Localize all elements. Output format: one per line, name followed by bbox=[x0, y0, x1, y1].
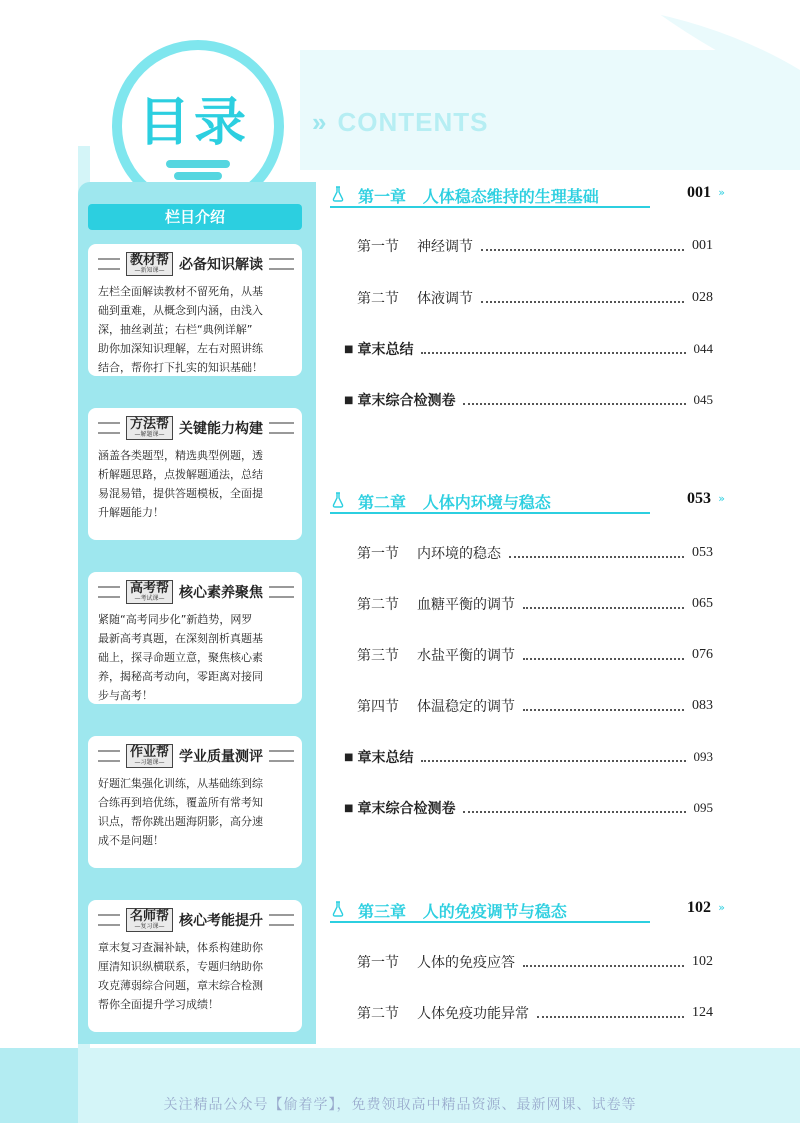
divider-lines bbox=[98, 914, 120, 926]
dot-leader bbox=[523, 650, 684, 660]
dot-leader bbox=[523, 957, 684, 967]
card-description: 章末复习查漏补缺，体系构建助你 厘清知识纵横联系，专题归纳助你 攻克薄弱综合问题，章末综合检测 帮你全面提升学习成绩！ bbox=[98, 941, 263, 1011]
toc-section-entry[interactable]: 第三节 水盐平衡的调节 076 bbox=[357, 647, 713, 664]
chapter-underline bbox=[330, 512, 650, 514]
card-header bbox=[98, 742, 294, 770]
chapter-page-number: 053 bbox=[687, 490, 711, 507]
toc-section-entry[interactable]: 第四节 体温稳定的调节 083 bbox=[357, 698, 713, 715]
footer-note: 关注精品公众号【偷着学】，免费领取高中精品资源、最新网课、试卷等 bbox=[163, 1097, 637, 1113]
toc-section-entry[interactable]: 第一节 人体的免疫应答 102 bbox=[357, 954, 713, 971]
card-description: 左栏全面解读教材不留死角，从基 础到重难，从概念到内涵，由浅入 深，抽丝剥茧；右栏“典例详解” 助你加深知识理解，左右对照讲练 结合，帮你打下扎实的知识基础！ bbox=[98, 285, 263, 374]
double-chevron-icon: » bbox=[718, 186, 725, 199]
flask-icon bbox=[332, 492, 344, 508]
divider-lines bbox=[98, 422, 120, 434]
double-chevron-icon: » bbox=[312, 107, 328, 137]
divider-lines bbox=[98, 586, 120, 598]
lightbulb-base bbox=[166, 160, 230, 168]
chapter-page-number: 001 bbox=[687, 184, 711, 201]
chapter-underline bbox=[330, 921, 650, 923]
card-title: 学业质量测评 bbox=[179, 749, 264, 765]
toc-summary-entry[interactable]: ■ 章末总结 044 bbox=[344, 341, 713, 358]
double-chevron-icon: » bbox=[718, 901, 725, 914]
column-tag: 作业帮 —习题课— bbox=[126, 744, 173, 768]
column-tag: 名师帮 —复习课— bbox=[126, 908, 173, 932]
square-bullet-icon: ■ bbox=[344, 343, 354, 355]
card-header bbox=[98, 414, 294, 442]
column-tag: 方法帮 —解题课— bbox=[126, 416, 173, 440]
square-bullet-icon: ■ bbox=[344, 802, 354, 814]
chapter-heading[interactable] bbox=[330, 490, 725, 514]
column-card bbox=[88, 408, 302, 540]
dot-leader bbox=[481, 293, 684, 303]
flask-icon bbox=[332, 901, 344, 917]
divider-lines bbox=[269, 914, 294, 926]
card-title: 核心考能提升 bbox=[179, 913, 264, 929]
card-title: 核心素养聚焦 bbox=[179, 585, 264, 601]
dot-leader bbox=[537, 1008, 684, 1018]
chapter-heading[interactable] bbox=[330, 899, 725, 923]
chapter-title: 第一章 人体稳态维持的生理基础 bbox=[358, 187, 599, 206]
toc-summary-entry[interactable]: ■ 章末总结 093 bbox=[344, 749, 713, 766]
dot-leader bbox=[523, 701, 684, 711]
dot-leader bbox=[509, 548, 684, 558]
dot-leader bbox=[421, 344, 685, 354]
card-title: 关键能力构建 bbox=[179, 421, 264, 437]
column-card bbox=[88, 900, 302, 1032]
flask-icon bbox=[332, 186, 344, 202]
toc-summary-entry[interactable]: ■ 章末综合检测卷 095 bbox=[344, 800, 713, 817]
toc-section-entry[interactable]: 第二节 人体免疫功能异常 124 bbox=[357, 1005, 713, 1022]
card-header bbox=[98, 578, 294, 606]
card-description: 涵盖各类题型，精选典型例题，透 析解题思路，点拨解题通法，总结 易混易错，提供答题模板，全面提 升解题能力！ bbox=[98, 449, 263, 519]
square-bullet-icon: ■ bbox=[344, 394, 354, 406]
chapter-page-number: 102 bbox=[687, 899, 711, 916]
page-title: 目录 bbox=[138, 93, 251, 153]
card-header bbox=[98, 906, 294, 934]
chapter-underline bbox=[330, 206, 650, 208]
divider-lines bbox=[269, 586, 294, 598]
column-card bbox=[88, 244, 302, 376]
square-bullet-icon: ■ bbox=[344, 751, 354, 763]
divider-lines bbox=[98, 258, 120, 270]
card-title: 必备知识解读 bbox=[179, 257, 264, 273]
lightbulb-base bbox=[174, 172, 222, 180]
card-header bbox=[98, 250, 294, 278]
toc-section-entry[interactable]: 第二节 血糖平衡的调节 065 bbox=[357, 596, 713, 613]
dot-leader bbox=[463, 803, 685, 813]
dot-leader bbox=[523, 599, 684, 609]
column-tag: 教材帮 —新知课— bbox=[126, 252, 173, 276]
contents-heading: » CONTENTS bbox=[312, 107, 489, 137]
toc-section-entry[interactable]: 第一节 内环境的稳态 053 bbox=[357, 545, 713, 562]
double-chevron-icon: » bbox=[718, 492, 725, 505]
dot-leader bbox=[421, 752, 685, 762]
chapter-title: 第三章 人的免疫调节与稳态 bbox=[358, 902, 567, 921]
chapter-title: 第二章 人体内环境与稳态 bbox=[358, 493, 551, 512]
column-card bbox=[88, 572, 302, 704]
divider-lines bbox=[269, 258, 294, 270]
column-card bbox=[88, 736, 302, 868]
divider-lines bbox=[98, 750, 120, 762]
card-description: 紧随“高考同步化”新趋势，网罗 最新高考真题，在深刻剖析真题基 础上，探寻命题立意，聚焦核心素 养，揭秘高考动向，零距离对接同 步与高考！ bbox=[98, 613, 263, 702]
card-description: 好题汇集强化训练，从基础练到综 合练再到培优练，覆盖所有常考知 识点，帮你跳出题海阴影，高分速 成不是问题！ bbox=[98, 777, 263, 847]
toc-section-entry[interactable]: 第一节 神经调节 001 bbox=[357, 238, 713, 255]
dot-leader bbox=[463, 395, 685, 405]
divider-lines bbox=[269, 750, 294, 762]
toc-summary-entry[interactable]: ■ 章末综合检测卷 045 bbox=[344, 392, 713, 409]
dot-leader bbox=[481, 241, 684, 251]
column-tag: 高考帮 —考试课— bbox=[126, 580, 173, 604]
toc-section-entry[interactable]: 第二节 体液调节 028 bbox=[357, 290, 713, 307]
sidebar-heading: 栏目介绍 bbox=[88, 204, 302, 230]
divider-lines bbox=[269, 422, 294, 434]
chapter-heading[interactable] bbox=[330, 184, 725, 208]
